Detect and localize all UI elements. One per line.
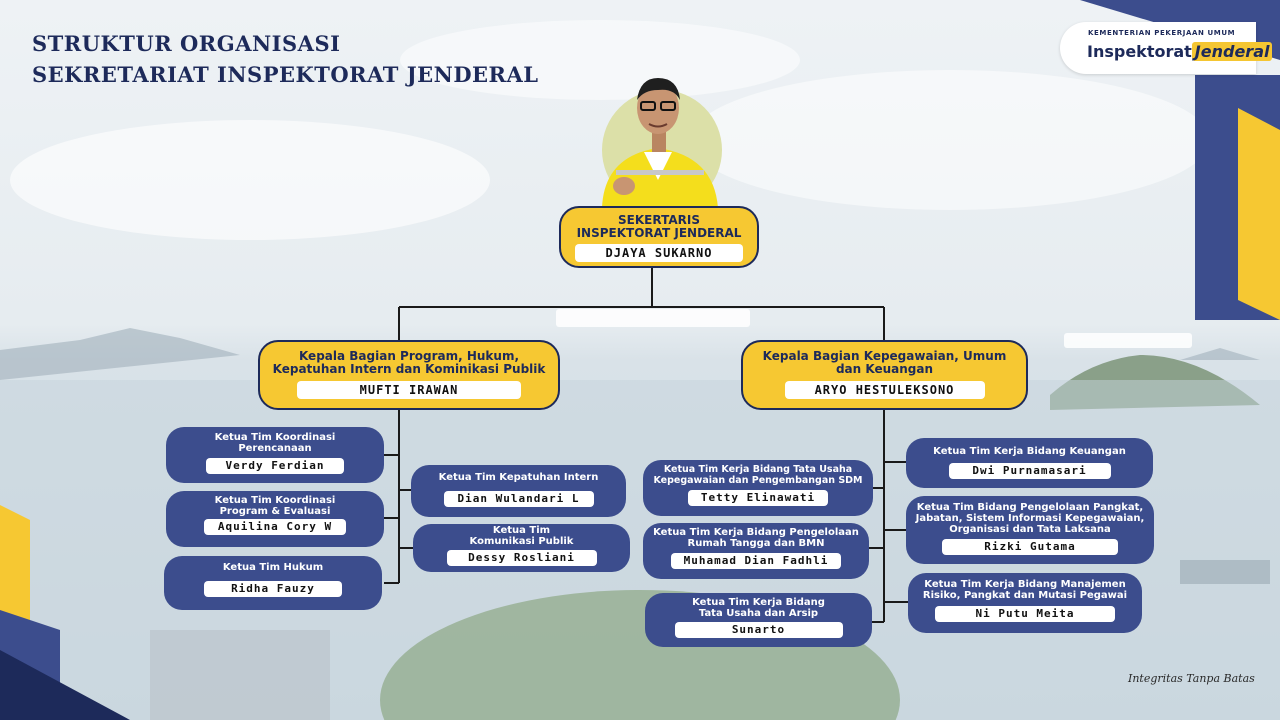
- team-card: [645, 593, 872, 647]
- right-head-role: Kepala Bagian Kepegawaian, Umum dan Keuangan: [762, 349, 1007, 376]
- right-head-name: ARYO HESTULEKSONO: [785, 381, 985, 399]
- head-role: SEKERTARIS INSPEKTORAT JENDERAL: [576, 213, 742, 240]
- logo: [1060, 22, 1270, 74]
- team-card: [166, 491, 384, 547]
- team-card: [908, 573, 1142, 633]
- title-line-2: SEKRETARIAT INSPEKTORAT JENDERAL: [32, 62, 539, 87]
- team-card: [906, 496, 1154, 564]
- team-role: Ketua Tim Hukum: [222, 562, 324, 573]
- slogan: Integritas Tanpa Batas: [1128, 672, 1255, 685]
- team-name: Verdy Ferdian: [206, 458, 344, 474]
- team-name: Rizki Gutama: [942, 539, 1118, 555]
- team-role: Ketua Tim Kerja Bidang Keuangan: [933, 446, 1126, 457]
- blank-label: [556, 309, 750, 327]
- team-card: [166, 427, 384, 483]
- team-name: Dian Wulandari L: [444, 491, 594, 507]
- team-card: [906, 438, 1153, 488]
- team-card: [411, 465, 626, 517]
- logo-text: [1087, 42, 1272, 61]
- team-role: Ketua Tim Koordinasi Program & Evaluasi: [214, 495, 336, 517]
- team-role: Ketua Tim Bidang Pengelolaan Pangkat, Jabatan, Sistem Informasi Kepegawaian, Organisasi dan Tata Laksana: [915, 502, 1145, 535]
- team-name: Aquilina Cory W: [204, 519, 346, 535]
- team-name: Ni Putu Meita: [935, 606, 1115, 622]
- left-head-name: MUFTI IRAWAN: [297, 381, 521, 399]
- logo-ministry: KEMENTERIAN PEKERJAAN UMUM: [1088, 29, 1236, 37]
- head-box: [559, 206, 759, 268]
- logo-highlight: Jenderal: [1192, 42, 1273, 61]
- team-card: [164, 556, 382, 610]
- team-name: Muhamad Dian Fadhli: [671, 553, 841, 569]
- left-head-box: [258, 340, 560, 410]
- team-card: [413, 524, 630, 572]
- team-name: Dessy Rosliani: [447, 550, 597, 566]
- team-role: Ketua Tim Kerja Bidang Pengelolaan Rumah Tangga dan BMN: [653, 527, 859, 549]
- right-head-box: [741, 340, 1028, 410]
- team-card: [643, 523, 869, 579]
- team-role: Ketua Tim Kerja Bidang Tata Usaha dan Arsip: [692, 597, 825, 619]
- team-name: Dwi Purnamasari: [949, 463, 1111, 479]
- page-title: [32, 28, 539, 90]
- left-head-role: Kepala Bagian Program, Hukum, Kepatuhan Intern dan Kominikasi Publik: [272, 349, 546, 376]
- team-role: Ketua Tim Kerja Bidang Tata Usaha Kepegawaian dan Pengembangan SDM: [653, 464, 863, 486]
- team-role: Ketua Tim Kerja Bidang Manajemen Risiko, Pangkat dan Mutasi Pegawai: [922, 579, 1128, 601]
- head-name: DJAYA SUKARNO: [575, 244, 743, 262]
- team-name: Ridha Fauzy: [204, 581, 342, 597]
- team-name: Tetty Elinawati: [688, 490, 828, 506]
- title-line-1: STRUKTUR ORGANISASI: [32, 31, 341, 56]
- portrait-photo: [594, 68, 724, 208]
- team-name: Sunarto: [675, 622, 843, 638]
- team-role: Ketua Tim Komunikasi Publik: [469, 525, 574, 547]
- team-role: Ketua Tim Koordinasi Perencanaan: [214, 432, 336, 454]
- team-role: Ketua Tim Kepatuhan Intern: [438, 472, 599, 483]
- logo-main: Inspektorat: [1087, 42, 1192, 61]
- blank-label-right: [1064, 333, 1192, 348]
- team-card: [643, 460, 873, 516]
